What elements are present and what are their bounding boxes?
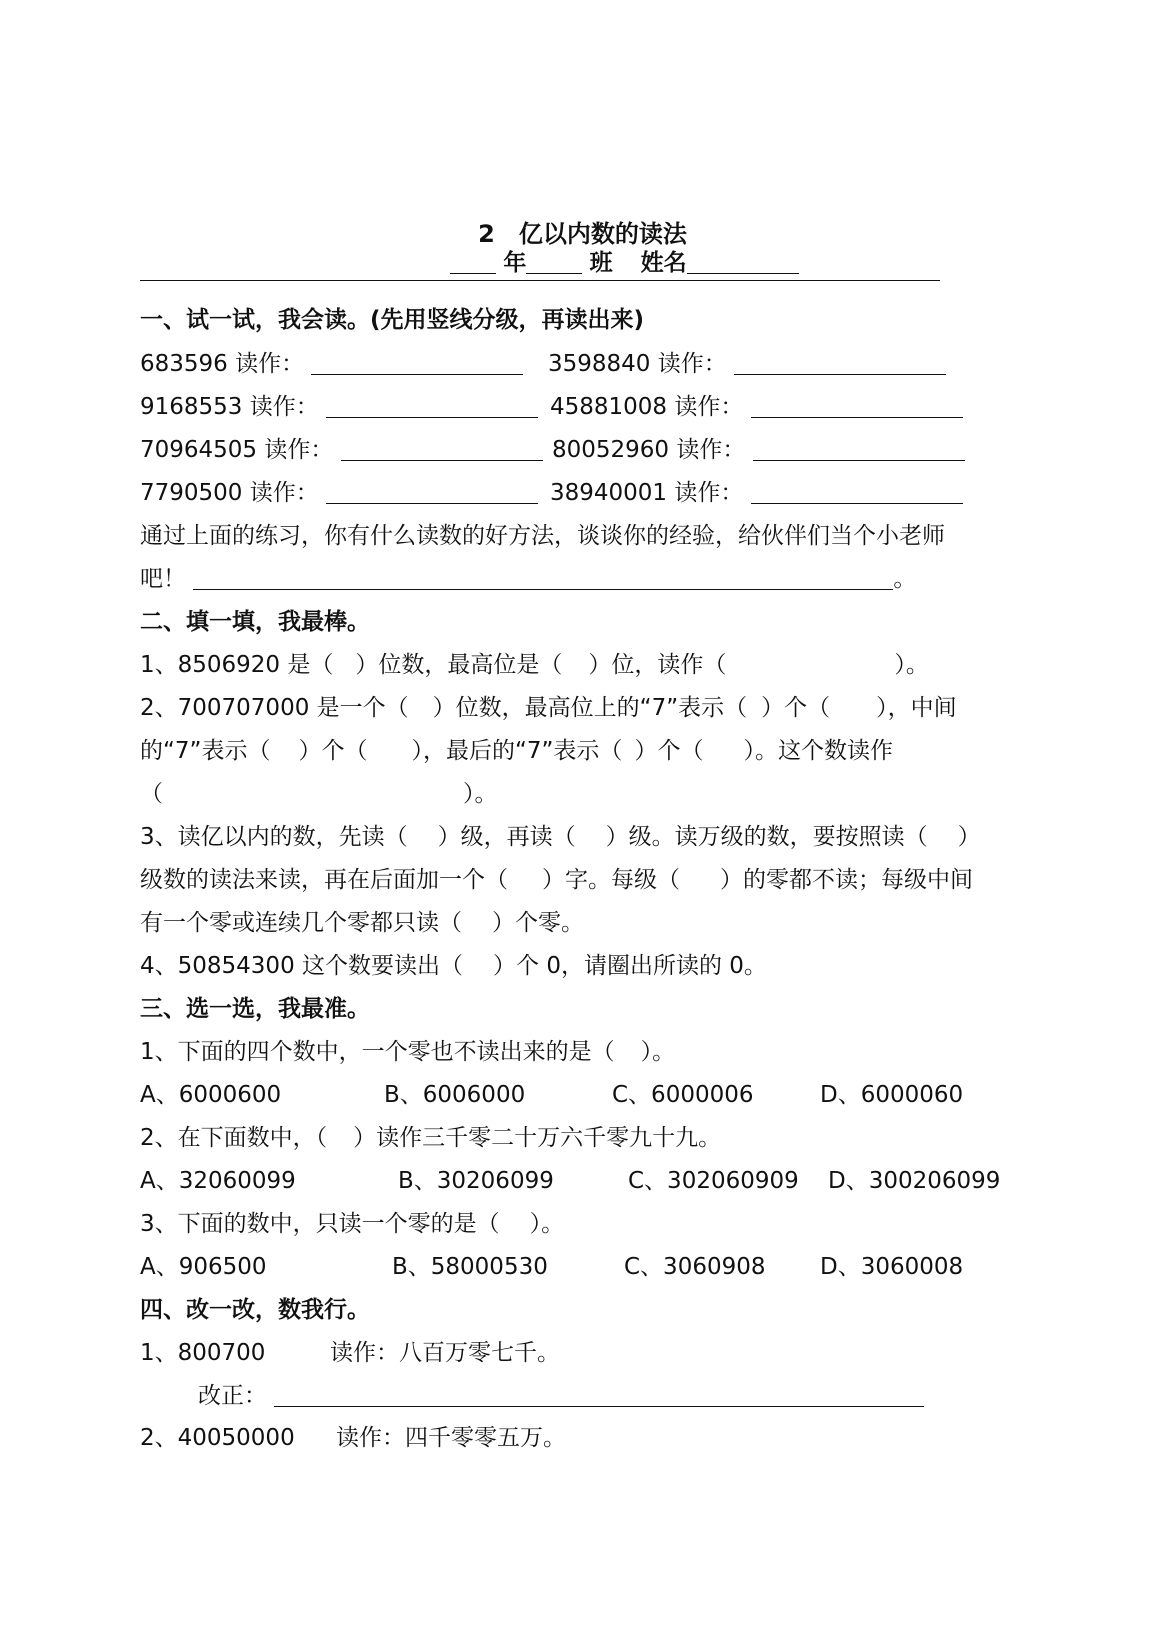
- read-label: 读作：: [676, 437, 746, 463]
- option-a[interactable]: A、6000600: [140, 1082, 282, 1108]
- section4-heading: 四、改一改，数我行。: [140, 1297, 370, 1323]
- name-label: 姓名: [640, 250, 687, 276]
- q-text: ）个 0，请圈出所读的 0。: [493, 953, 767, 979]
- option-d[interactable]: D、300206099: [828, 1168, 1001, 1194]
- option-a[interactable]: A、32060099: [140, 1168, 296, 1194]
- q-text: 3、读亿以内的数，先读（: [140, 824, 408, 850]
- read-row-4b: [550, 477, 963, 509]
- year-blank[interactable]: [450, 247, 496, 274]
- q-text: ），中间: [876, 695, 957, 721]
- fill-question-2-line3: [140, 778, 498, 810]
- number-5: 70964505: [140, 437, 258, 463]
- read-label: 读作：: [674, 480, 744, 506]
- page-title: 2 亿以内数的读法: [478, 220, 687, 248]
- fill-question-3-line1: [140, 821, 981, 853]
- q-text: 3、下面的数中，只读一个零的是（: [140, 1211, 500, 1237]
- number-3: 9168553: [140, 394, 243, 420]
- correction-read-1: 读作：八百万零七千。: [330, 1340, 560, 1366]
- q-text: ）个（: [761, 695, 831, 721]
- method-answer-blank[interactable]: [193, 563, 893, 590]
- answer-blank[interactable]: [311, 348, 523, 375]
- q-text: 有一个零或连续几个零都只读（: [140, 910, 462, 936]
- method-question-line1: 通过上面的练习，你有什么读数的好方法，谈谈你的经验，给伙伴们当个小老师: [140, 523, 945, 549]
- header-divider: [140, 280, 940, 281]
- q-text: ）。这个数读作: [743, 738, 893, 764]
- read-row-3: [140, 434, 543, 466]
- q-text: ）位，读作（: [588, 652, 727, 678]
- correction-line-1: [198, 1380, 924, 1412]
- answer-blank[interactable]: [751, 391, 963, 418]
- option-c[interactable]: C、302060909: [628, 1168, 799, 1194]
- option-a[interactable]: A、906500: [140, 1254, 267, 1280]
- q-text: 的“7”表示（: [140, 738, 271, 764]
- year-label: 年: [503, 250, 527, 276]
- q-text: ）级。读万级的数，要按照读（: [605, 824, 928, 850]
- q-text: 2、700707000 是一个（: [140, 695, 409, 721]
- section2-heading: 二、填一填，我最棒。: [140, 609, 370, 635]
- option-b[interactable]: B、6006000: [384, 1082, 526, 1108]
- fill-question-2-line1: [140, 692, 957, 724]
- q-text: 级数的读法来读，再在后面加一个（: [140, 867, 508, 893]
- class-blank[interactable]: [526, 247, 582, 274]
- class-label: 班: [589, 250, 613, 276]
- choice-question-1: [140, 1036, 675, 1068]
- q-text: ）。: [894, 652, 929, 678]
- q-text: ）级，再读（: [437, 824, 576, 850]
- q-text: ）的零都不读；每级中间: [720, 867, 973, 893]
- answer-blank[interactable]: [751, 477, 963, 504]
- option-d[interactable]: D、3060008: [820, 1254, 964, 1280]
- q-text: ）。: [463, 781, 498, 807]
- q-text: ）字。每级（: [542, 867, 680, 893]
- read-row-2: [140, 391, 538, 423]
- q-text: ）个（: [634, 738, 704, 764]
- number-7: 7790500: [140, 480, 243, 506]
- name-blank[interactable]: [687, 247, 799, 274]
- read-label: 读作：: [657, 351, 727, 377]
- correction-number-2: 2、40050000: [140, 1425, 295, 1451]
- read-label: 读作：: [249, 394, 319, 420]
- correction-blank[interactable]: [274, 1380, 924, 1407]
- number-1: 683596: [140, 351, 228, 377]
- read-row-2b: [550, 391, 963, 423]
- option-c[interactable]: C、3060908: [624, 1254, 766, 1280]
- fill-question-1: [140, 649, 929, 681]
- section1-heading: 一、试一试，我会读。(先用竖线分级，再读出来): [140, 307, 645, 333]
- fill-question-3-line2: [140, 864, 973, 896]
- answer-blank[interactable]: [326, 391, 538, 418]
- q-text: ）。: [640, 1039, 676, 1065]
- option-b[interactable]: B、30206099: [398, 1168, 554, 1194]
- answer-blank[interactable]: [753, 434, 965, 461]
- q-text: ）读作三千零二十万六千零九十九。: [353, 1125, 722, 1151]
- read-label: 读作：: [264, 437, 334, 463]
- method-suffix: 。: [893, 566, 917, 592]
- student-info-line: [450, 247, 799, 279]
- section3-heading: 三、选一选，我最准。: [140, 996, 370, 1022]
- read-row-1b: [548, 348, 946, 380]
- read-label: 读作：: [249, 480, 319, 506]
- q-text: 2、在下面数中，（: [140, 1125, 328, 1151]
- option-d[interactable]: D、6000060: [820, 1082, 964, 1108]
- q-text: ）: [957, 824, 981, 850]
- read-row-3b: [552, 434, 965, 466]
- q-text: 1、下面的四个数中，一个零也不读出来的是（: [140, 1039, 615, 1065]
- q-text: 1、8506920 是（: [140, 652, 334, 678]
- read-row-1: [140, 348, 523, 380]
- number-8: 38940001: [550, 480, 668, 506]
- correction-read-2: 读作：四千零零五万。: [336, 1425, 566, 1451]
- method-prefix: 吧！: [140, 566, 186, 592]
- correction-label: 改正：: [198, 1383, 267, 1409]
- number-6: 80052960: [552, 437, 670, 463]
- q-text: ），最后的“7”表示（: [411, 738, 623, 764]
- correction-number-1: 1、800700: [140, 1340, 266, 1366]
- q-text: ）个零。: [492, 910, 584, 936]
- option-c[interactable]: C、6000006: [612, 1082, 754, 1108]
- answer-blank[interactable]: [734, 348, 946, 375]
- q-text: ）。: [529, 1211, 565, 1237]
- q-text: （: [140, 781, 163, 807]
- fill-question-3-line3: [140, 907, 584, 939]
- q-text: ）位数，最高位上的“7”表示（: [432, 695, 748, 721]
- option-b[interactable]: B、58000530: [392, 1254, 548, 1280]
- fill-question-4: [140, 950, 767, 982]
- answer-blank[interactable]: [326, 477, 538, 504]
- fill-question-2-line2: [140, 735, 893, 767]
- q-text: ）位数，最高位是（: [355, 652, 563, 678]
- answer-blank[interactable]: [341, 434, 543, 461]
- read-label: 读作：: [235, 351, 305, 377]
- method-question-line2: [140, 563, 916, 595]
- number-2: 3598840: [548, 351, 651, 377]
- choice-question-2: [140, 1122, 721, 1154]
- number-4: 45881008: [550, 394, 668, 420]
- read-row-4: [140, 477, 538, 509]
- choice-question-3: [140, 1208, 564, 1240]
- q-text: 4、50854300 这个数要读出（: [140, 953, 464, 979]
- read-label: 读作：: [674, 394, 744, 420]
- q-text: ）个（: [298, 738, 368, 764]
